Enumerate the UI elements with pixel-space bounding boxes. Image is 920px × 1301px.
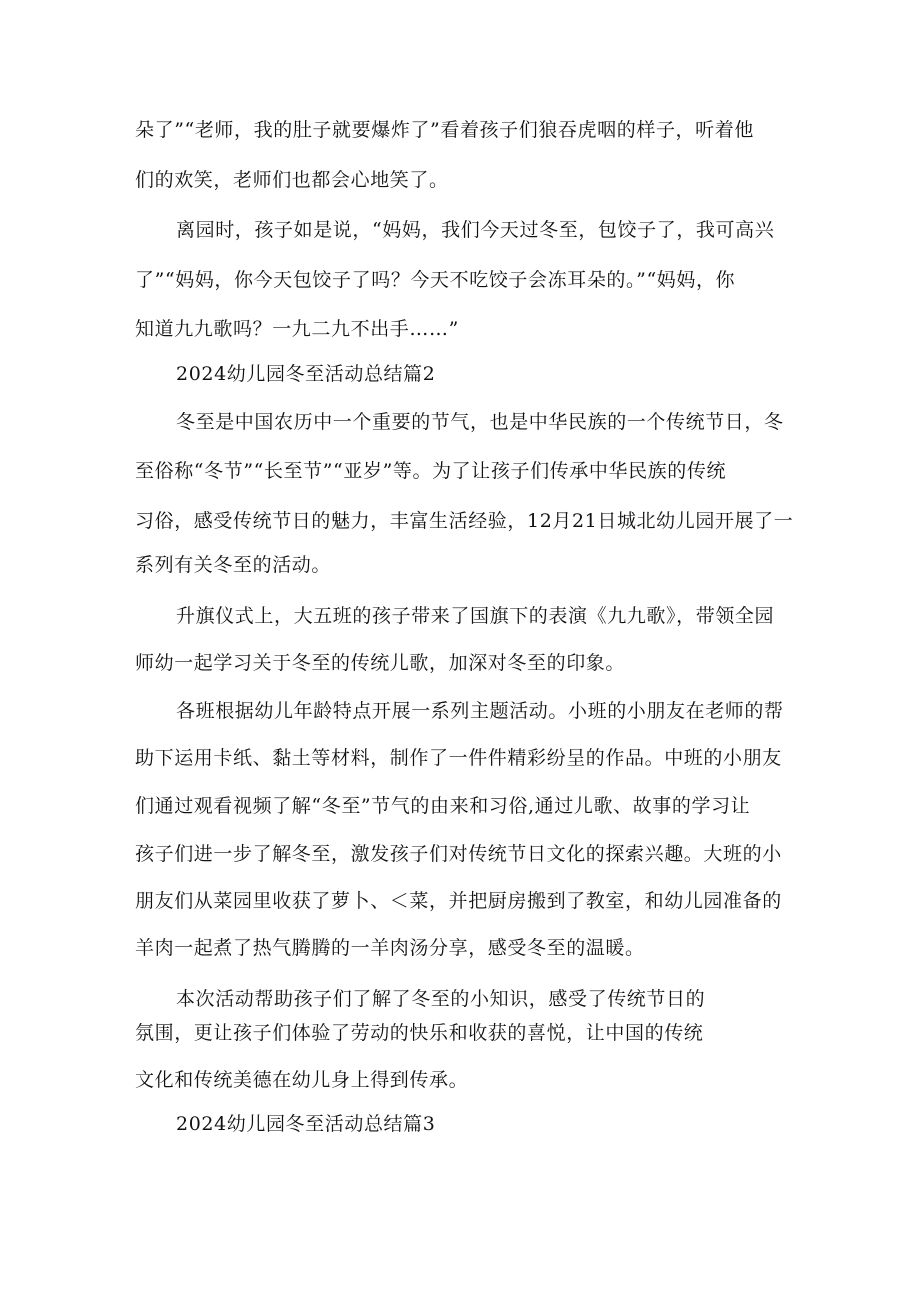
paragraph-line: 冬至是中国农历中一个重要的节气，也是中华民族的一个传统节日，冬 [176,411,784,433]
paragraph-line: 们的欢笑，老师们也都会心地笑了。 [135,169,449,191]
paragraph-line: 至俗称“冬节”“长至节”“亚岁”等。为了让孩子们传承中华民族的传统 [135,460,727,482]
paragraph-line: 朋友们从菜园里收获了萝卜、＜菜，并把厨房搬到了教室，和幼儿园准备的 [135,890,782,912]
paragraph-line: 们通过观看视频了解“冬至”节气的由来和习俗,通过儿歌、故事的学习让 [135,795,751,817]
section-heading: 2024幼儿园冬至活动总结篇3 [176,1113,436,1135]
paragraph-line: 文化和传统美德在幼儿身上得到传承。 [135,1069,469,1091]
section-heading: 2024幼儿园冬至活动总结篇2 [176,363,436,385]
paragraph-line: 升旗仪式上，大五班的孩子带来了国旗下的表演《九九歌》，带领全园 [176,605,775,627]
paragraph-line: 氛围，更让孩子们体验了劳动的快乐和收获的喜悦，让中国的传统 [135,1022,704,1044]
paragraph-line: 知道九九歌吗？一九二九不出手……” [135,318,459,340]
paragraph-line: 朵了”“老师，我的肚子就要爆炸了”看着孩子们狼吞虎咽的样子，听着他 [135,119,754,141]
paragraph-line: 习俗，感受传统节日的魅力，丰富生活经验，12月21日城北幼儿园开展了一 [135,510,794,532]
paragraph-line: 本次活动帮助孩子们了解了冬至的小知识，感受了传统节日的 [176,988,706,1010]
paragraph-line: 离园时，孩子如是说，“妈妈，我们今天过冬至，包饺子了，我可高兴 [176,219,775,241]
paragraph-line: 孩子们进一步了解冬至，激发孩子们对传统节日文化的探索兴趣。大班的小 [135,843,782,865]
paragraph-line: 系列有关冬至的活动。 [135,554,332,576]
paragraph-line: 各班根据幼儿年龄特点开展一系列主题活动。小班的小朋友在老师的帮 [176,700,784,722]
paragraph-line: 羊肉一起煮了热气腾腾的一羊肉汤分享，感受冬至的温暖。 [135,937,645,959]
paragraph-line: 助下运用卡纸、黏土等材料，制作了一件件精彩纷呈的作品。中班的小朋友 [135,747,782,769]
paragraph-line: 了”“妈妈，你今天包饺子了吗？今天不吃饺子会冻耳朵的。”“妈妈，你 [135,269,736,291]
paragraph-line: 师幼一起学习关于冬至的传统儿歌，加深对冬至的印象。 [135,652,626,674]
